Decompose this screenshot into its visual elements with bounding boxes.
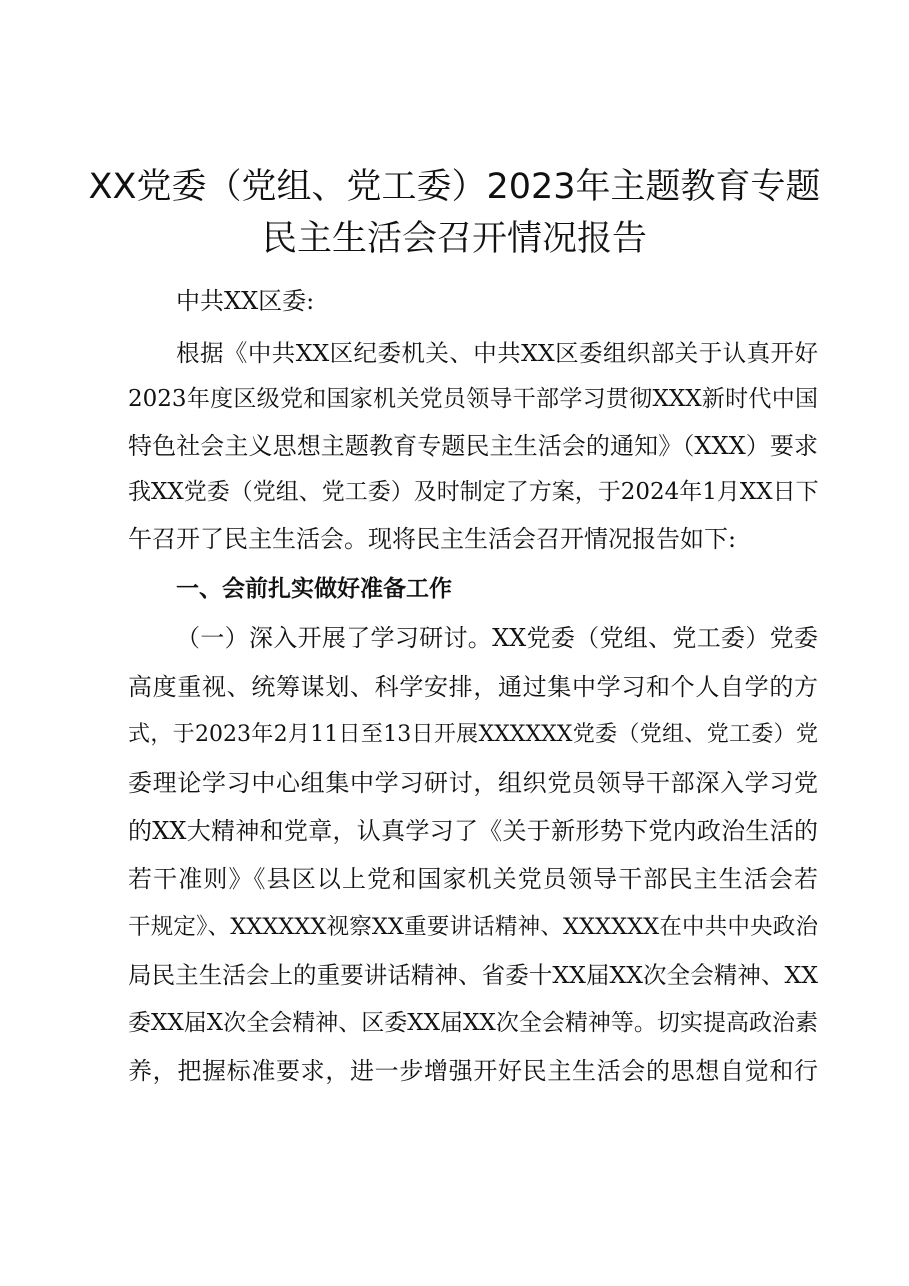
paragraph-2-line-8: 局民主生活会上的重要讲话精神、省委十XX届XX次全会精神、XX <box>128 961 818 989</box>
paragraph-2-line-4: 委理论学习中心组集中学习研讨，组织党员领导干部深入学习党 <box>128 769 818 797</box>
paragraph-2-line-5: 的XX大精神和党章，认真学习了《关于新形势下党内政治生活的 <box>128 817 818 845</box>
document-title-line-1: XX党委（党组、党工委）2023年主题教育专题 <box>88 167 821 207</box>
paragraph-2-line-3: 式，于2023年2月11日至13日开展XXXXXX党委（党组、党工委）党 <box>128 722 818 747</box>
section-heading: 一、会前扎实做好准备工作 <box>176 576 452 602</box>
salutation: 中共XX区委: <box>176 287 315 315</box>
paragraph-2-line-6: 若干准则》《县区以上党和国家机关党员领导干部民主生活会若 <box>128 865 818 893</box>
paragraph-2-line-10: 养，把握标准要求，进一步增强开好民主生活会的思想自觉和行 <box>128 1057 818 1085</box>
paragraph-1-line-3: 特色社会主义思想主题教育专题民主生活会的通知》（XXX）要求 <box>128 432 818 460</box>
paragraph-2-line-9: 委XX届X次全会精神、区委XX届XX次全会精神等。切实提高政治素 <box>128 1010 818 1036</box>
paragraph-2-line-1: （一）深入开展了学习研讨。XX党委（党组、党工委）党委 <box>176 624 818 652</box>
paragraph-1-line-5: 午召开了民主生活会。现将民主生活会召开情况报告如下: <box>128 525 737 553</box>
paragraph-1-line-1: 根据《中共XX区纪委机关、中共XX区委组织部关于认真开好 <box>176 339 818 367</box>
paragraph-2-line-2: 高度重视、统筹谋划、科学安排，通过集中学习和个人自学的方 <box>128 673 818 701</box>
paragraph-2-line-7: 干规定》、XXXXXX视察XX重要讲话精神、XXXXXX在中共中央政治 <box>128 914 818 940</box>
paragraph-1-line-4: 我XX党委（党组、党工委）及时制定了方案，于2024年1月XX日下 <box>128 479 819 505</box>
document-title-line-2: 民主生活会召开情况报告 <box>261 219 647 259</box>
paragraph-1-line-2: 2023年度区级党和国家机关党员领导干部学习贯彻XXX新时代中国 <box>128 386 818 412</box>
